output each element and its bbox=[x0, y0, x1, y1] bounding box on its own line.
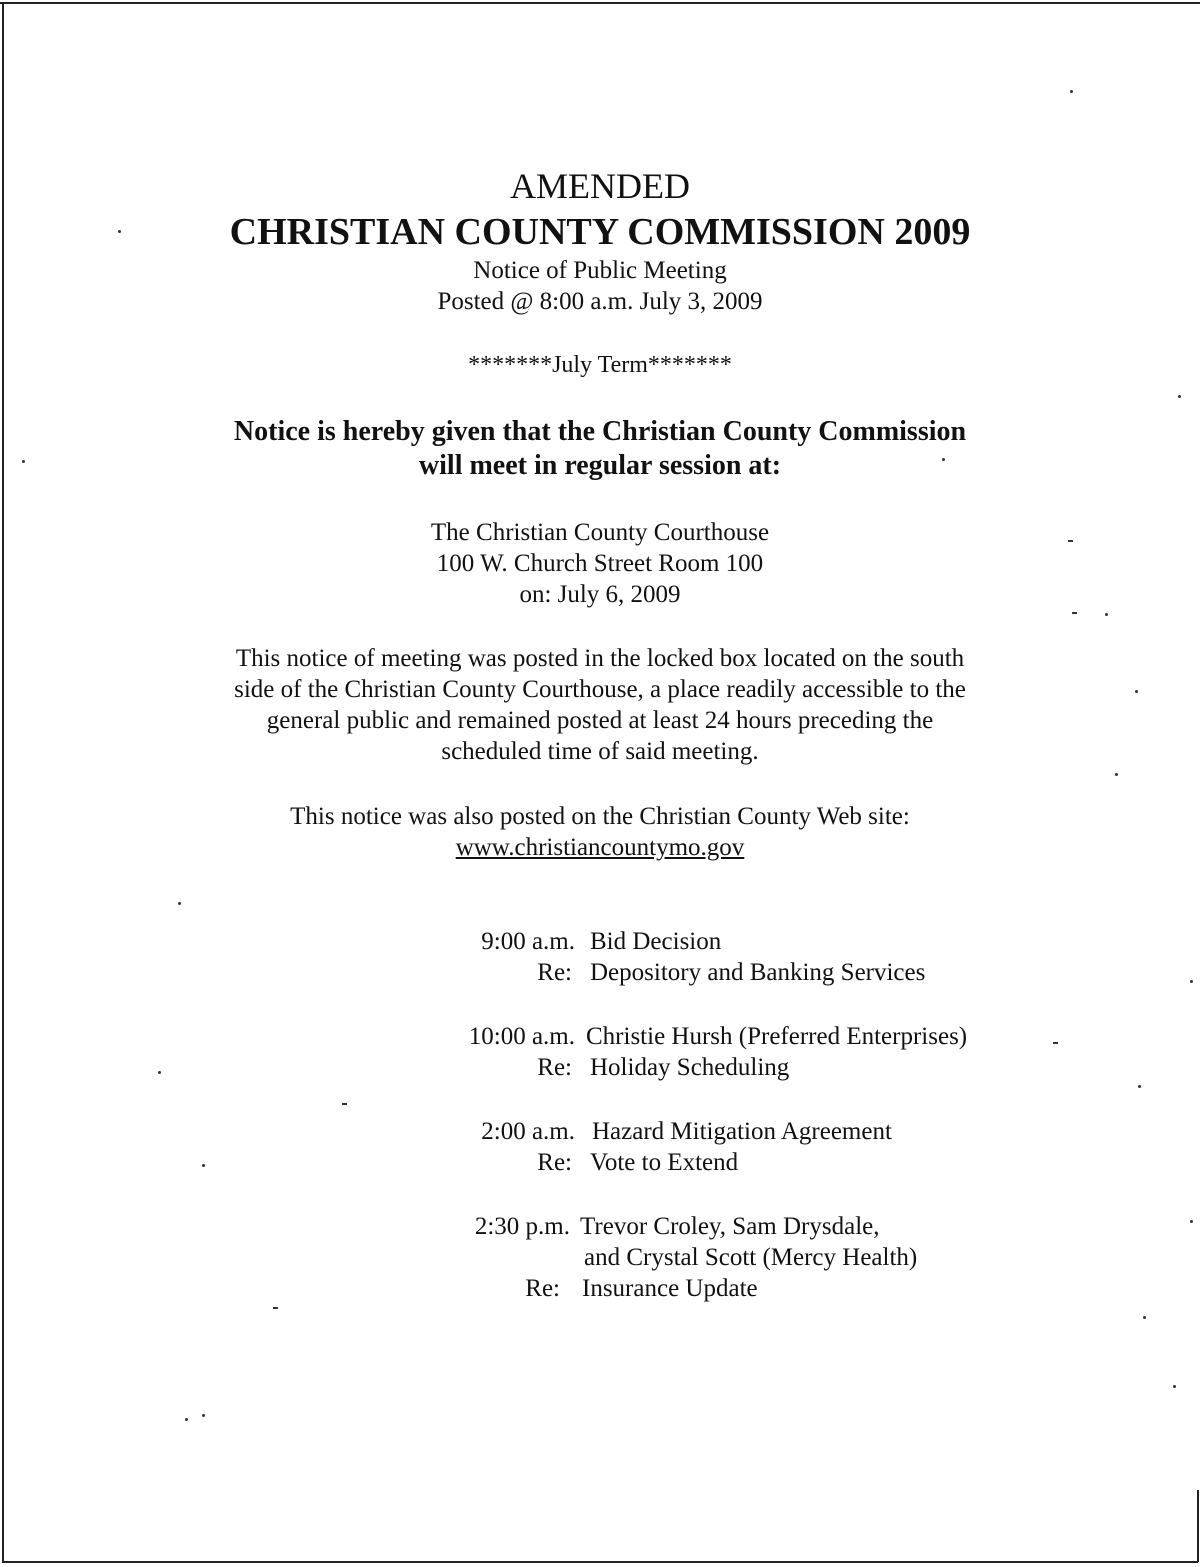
agenda-time: 9:00 a.m. bbox=[481, 928, 575, 955]
location-building: The Christian County Courthouse bbox=[430, 519, 770, 546]
agenda-topic: Trevor Croley, Sam Drysdale, bbox=[580, 1213, 880, 1240]
agenda-re-label: Re: bbox=[537, 959, 572, 986]
page-title: CHRISTIAN COUNTY COMMISSION 2009 bbox=[229, 211, 971, 253]
agenda-re-label: Re: bbox=[525, 1275, 560, 1302]
agenda-re-label: Re: bbox=[537, 1149, 572, 1176]
meeting-date: on: July 6, 2009 bbox=[519, 581, 681, 608]
lead-notice bbox=[0, 415, 1200, 483]
scan-speck bbox=[1173, 1385, 1176, 1388]
scan-speck bbox=[22, 460, 25, 463]
scan-speck bbox=[178, 902, 181, 905]
agenda-topic: Hazard Mitigation Agreement bbox=[592, 1118, 892, 1145]
scan-speck bbox=[342, 1103, 347, 1105]
website-link[interactable]: www.christiancountymo.gov bbox=[455, 834, 745, 861]
scan-speck bbox=[1053, 1042, 1058, 1044]
agenda-time: 2:00 a.m. bbox=[481, 1118, 575, 1145]
agenda-item bbox=[0, 1211, 1200, 1341]
meeting-location bbox=[0, 517, 1200, 610]
scan-speck bbox=[1135, 690, 1138, 693]
posting-line-1: This notice of meeting was posted in the locked box located on the south bbox=[235, 645, 965, 672]
scan-speck bbox=[1115, 773, 1118, 776]
agenda-topic: Bid Decision bbox=[590, 928, 722, 955]
scan-speck bbox=[1190, 980, 1193, 983]
page-border-bottom bbox=[2, 1561, 1198, 1563]
agenda-item bbox=[0, 1116, 1200, 1211]
agenda-re-label: Re: bbox=[537, 1054, 572, 1081]
agenda-list bbox=[0, 926, 1200, 1341]
posting-line-3: general public and remained posted at least 24 hours preceding the bbox=[266, 707, 934, 734]
posting-line-4: scheduled time of said meeting. bbox=[441, 738, 759, 765]
term-banner: *******July Term******* bbox=[468, 352, 732, 378]
scan-speck bbox=[1072, 612, 1077, 614]
scan-speck bbox=[118, 230, 121, 233]
scan-speck bbox=[158, 1071, 161, 1074]
scan-speck bbox=[1190, 1220, 1193, 1223]
website-note-text: This notice was also posted on the Christian County Web site: bbox=[290, 803, 910, 830]
scan-speck bbox=[942, 458, 945, 461]
scan-speck bbox=[1070, 90, 1073, 93]
scan-speck bbox=[1105, 613, 1108, 616]
lead-line-1: Notice is hereby given that the Christian County Commission bbox=[233, 416, 967, 447]
agenda-time: 2:30 p.m. bbox=[474, 1213, 570, 1240]
scan-speck bbox=[1143, 1316, 1146, 1319]
agenda-re-text: Vote to Extend bbox=[590, 1149, 739, 1176]
agenda-item bbox=[0, 1021, 1200, 1116]
scan-speck bbox=[202, 1164, 205, 1167]
scan-speck bbox=[1138, 1085, 1141, 1088]
scan-speck bbox=[273, 1307, 278, 1309]
agenda-time: 10:00 a.m. bbox=[468, 1023, 575, 1050]
website-notice bbox=[0, 801, 1200, 863]
scan-speck bbox=[1068, 540, 1073, 542]
scan-speck bbox=[202, 1414, 205, 1417]
agenda-topic-line-2: and Crystal Scott (Mercy Health) bbox=[584, 1244, 918, 1271]
lead-line-2: will meet in regular session at: bbox=[418, 450, 782, 481]
agenda-re-text: Insurance Update bbox=[582, 1275, 758, 1302]
agenda-re-text: Holiday Scheduling bbox=[590, 1054, 790, 1081]
posting-line-2: side of the Christian County Courthouse, a place readily accessible to the bbox=[234, 676, 966, 703]
scan-speck bbox=[185, 1418, 188, 1421]
posted-timestamp: Posted @ 8:00 a.m. July 3, 2009 bbox=[437, 288, 763, 315]
agenda-topic: Christie Hursh (Preferred Enterprises) bbox=[586, 1023, 968, 1050]
page-border-right bbox=[1197, 1490, 1199, 1562]
scan-speck bbox=[1178, 395, 1181, 398]
posting-statement bbox=[0, 643, 1200, 767]
agenda-item bbox=[0, 926, 1200, 1021]
notice-subtitle: Notice of Public Meeting bbox=[473, 257, 727, 284]
agenda-re-text: Depository and Banking Services bbox=[590, 959, 926, 986]
page-border-top bbox=[0, 2, 1200, 4]
amended-label: AMENDED bbox=[510, 166, 690, 206]
location-address: 100 W. Church Street Room 100 bbox=[436, 550, 764, 577]
